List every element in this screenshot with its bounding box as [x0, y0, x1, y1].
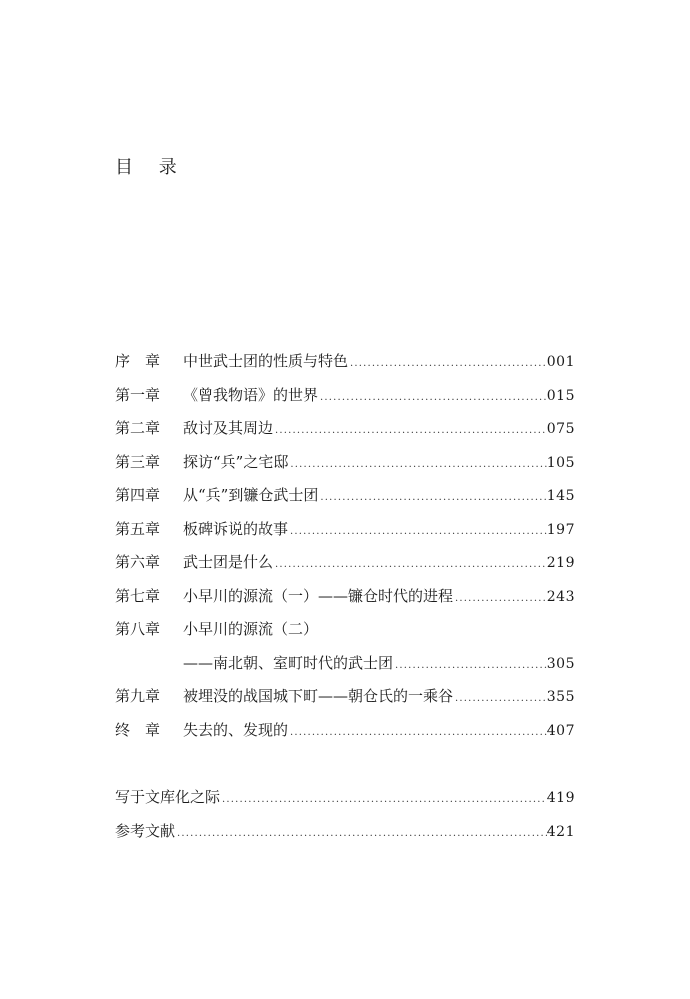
section-title: 写于文库化之际	[115, 788, 221, 806]
chapter-title: 《曾我物语》的世界	[183, 385, 319, 404]
toc-entry-chapter-8-subtitle[interactable]	[115, 652, 575, 686]
dot-leader	[348, 353, 547, 375]
toc-entry-chapter-4[interactable]	[115, 484, 575, 518]
dot-leader	[288, 454, 546, 476]
page-number: 421	[546, 823, 575, 840]
dot-leader	[318, 487, 546, 509]
chapter-label: 第二章	[115, 419, 161, 437]
dot-leader	[288, 521, 547, 543]
chapter-subtitle: ——南北朝、室町时代的武士团	[183, 653, 394, 672]
chapter-title: 被埋没的战国城下町——朝仓氏的一乘谷	[183, 687, 454, 705]
toc-entry-afterword[interactable]	[115, 786, 575, 820]
page-number: 407	[546, 722, 575, 739]
toc-entry-chapter-3[interactable]	[115, 451, 575, 485]
chapter-title: 探访“兵”之宅邸	[183, 452, 289, 471]
toc-entry-prologue[interactable]	[115, 350, 575, 384]
dot-leader	[273, 554, 547, 576]
dot-leader	[393, 655, 547, 677]
toc-entry-chapter-2[interactable]	[115, 417, 575, 451]
chapter-title: 从“兵”到镰仓武士团	[183, 486, 319, 504]
dot-leader	[175, 823, 547, 845]
chapter-title: 板碑诉说的故事	[183, 519, 289, 538]
chapter-label: 序 章	[115, 352, 161, 370]
table-of-contents	[115, 350, 575, 853]
chapter-label: 第四章	[115, 486, 161, 504]
dot-leader	[288, 722, 547, 744]
chapter-label: 第八章	[115, 620, 161, 638]
page-title: 目 录	[115, 157, 187, 178]
toc-entry-chapter-8[interactable]	[115, 618, 575, 652]
section-gap	[115, 752, 575, 786]
chapter-title: 敌讨及其周边	[183, 419, 274, 437]
page-number: 197	[546, 521, 575, 538]
chapter-title: 失去的、发现的	[183, 720, 289, 739]
page-number: 355	[546, 689, 575, 705]
chapter-title: 武士团是什么	[183, 553, 274, 571]
chapter-title: 小早川的源流（一）——镰仓时代的进程	[183, 586, 454, 605]
dot-leader	[453, 688, 547, 710]
toc-entry-chapter-1[interactable]	[115, 384, 575, 418]
toc-entry-chapter-7[interactable]	[115, 585, 575, 619]
chapter-label: 终 章	[115, 720, 161, 739]
page-number: 305	[546, 655, 575, 672]
toc-entry-references[interactable]	[115, 820, 575, 854]
chapter-label: 第五章	[115, 519, 161, 538]
toc-entry-chapter-5[interactable]	[115, 518, 575, 552]
chapter-label: 第三章	[115, 452, 161, 471]
toc-entry-chapter-9[interactable]	[115, 685, 575, 719]
page-number: 105	[546, 454, 575, 471]
page-number: 075	[546, 421, 575, 437]
page-number: 001	[546, 354, 575, 370]
chapter-title: 小早川的源流（二）	[183, 620, 319, 638]
section-title: 参考文献	[115, 821, 176, 840]
page-number: 243	[546, 588, 575, 605]
dot-leader	[220, 789, 547, 811]
dot-leader	[273, 420, 547, 442]
chapter-label: 第九章	[115, 687, 161, 705]
toc-entry-chapter-6[interactable]	[115, 551, 575, 585]
chapter-label: 第一章	[115, 385, 161, 404]
page-number: 145	[546, 488, 575, 504]
chapter-label: 第六章	[115, 553, 161, 571]
dot-leader	[318, 387, 547, 409]
page-number: 219	[546, 555, 575, 571]
chapter-title: 中世武士团的性质与特色	[183, 352, 349, 370]
chapter-label: 第七章	[115, 586, 161, 605]
dot-leader	[453, 588, 547, 610]
page-number: 015	[546, 387, 575, 404]
toc-entry-epilogue[interactable]	[115, 719, 575, 753]
page-number: 419	[546, 790, 575, 806]
